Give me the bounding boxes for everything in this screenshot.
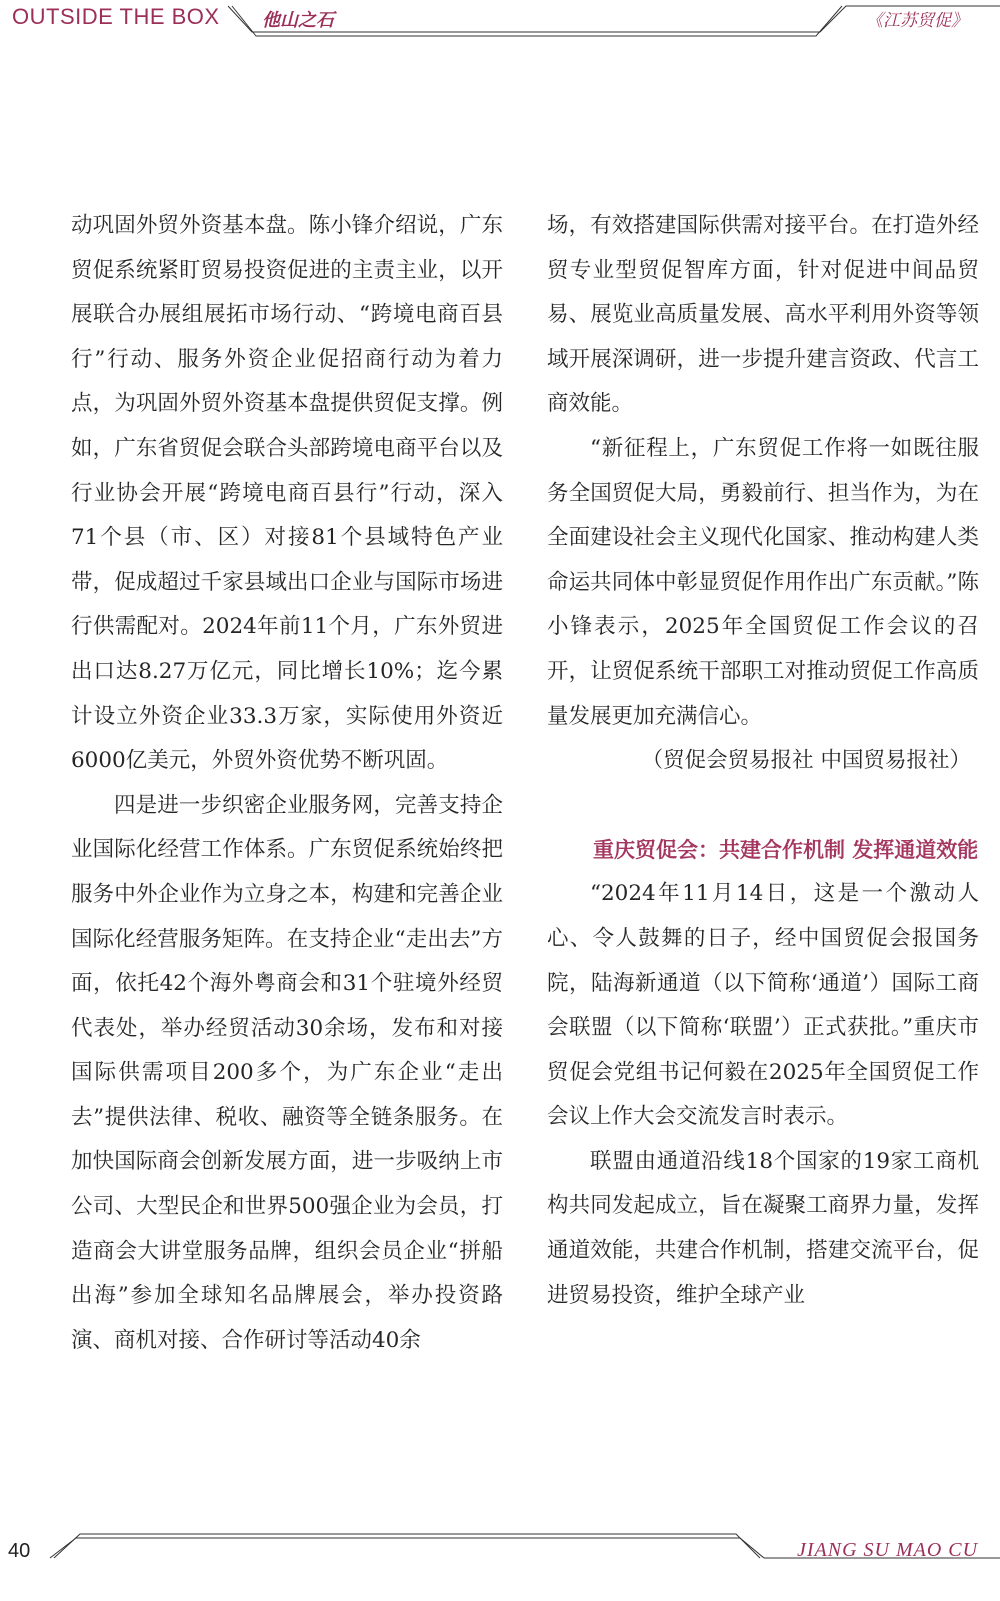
paragraph: “新征程上，广东贸促工作将一如既往服务全国贸促大局，勇毅前行、担当作为，为在全面建设社会主义现代化国家、推动构建人类命运共同体中彰显贸促作用作出广东贡献。”陈小锋表示，2025年全国贸促工作会议的召开，让贸促系统干部职工对推动贸促工作高质量发展更加充满信心。 [547,435,979,729]
column-name: 他山之石 [262,10,334,31]
section-heading: 重庆贸促会：共建合作机制 发挥通道效能 [593,837,979,862]
section-title-en: OUTSIDE THE BOX [12,4,220,29]
paragraph: 联盟由通道沿线18个国家的19家工商机构共同发起成立，旨在凝聚工商界力量，发挥通道效能，共建合作机制，搭建交流平台，促进贸易投资，维护全球产业 [547,1148,979,1308]
magazine-name-en: JIANG SU MAO CU [797,1539,979,1561]
paragraph: 动巩固外贸外资基本盘。陈小锋介绍说，广东贸促系统紧盯贸易投资促进的主责主业，以开展联合办展组展拓市场行动、“跨境电商百县行”行动、服务外资企业促招商行动为着力点，为巩固外贸外资基本盘提供贸促支撑。例如，广东省贸促会联合头部跨境电商平台以及行业协会开展“跨境电商百县行”行动，深入71个县（市、区）对接81个县域特色产业带，促成超过千家县域出口企业与国际市场进行供需配对。2024年前11个月，广东外贸进出口达8.27万亿元，同比增长10%；迄今累计设立外资企业33.3万家，实际使用外资近6000亿美元，外贸外资优势不断巩固。 [71,213,503,774]
left-column [71,204,503,1363]
source-credit: （贸促会贸易报社 中国贸易报社） [641,748,971,774]
paragraph: “2024年11月14日，这是一个激动人心、令人鼓舞的日子，经中国贸促会报国务院，陆海新通道（以下简称‘通道’）国际工商会联盟（以下简称‘联盟’）正式获批。”重庆市贸促会党组书记何毅在2025年全国贸促工作会议上作大会交流发言时表示。 [547,881,979,1130]
section-spacer [547,784,979,828]
paragraph: 场，有效搭建国际供需对接平台。在打造外经贸专业型贸促智库方面，针对促进中间品贸易、展览业高质量发展、高水平利用外资等领域开展深调研，进一步提升建言资政、代言工商效能。 [547,213,979,417]
magazine-name: 《江苏贸促》 [866,11,968,31]
paragraph: 四是进一步织密企业服务网，完善支持企业国际化经营工作体系。广东贸促系统始终把服务中外企业作为立身之本，构建和完善企业国际化经营服务矩阵。在支持企业“走出去”方面，依托42个海外粤商会和31个驻境外经贸代表处，举办经贸活动30余场，发布和对接国际供需项目200多个，为广东企业“走出去”提供法律、税收、融资等全链条服务。在加快国际商会创新发展方面，进一步吸纳上市公司、大型民企和世界500强企业为会员，打造商会大讲堂服务品牌，组织会员企业“拼船出海”参加全球知名品牌展会，举办投资路演、商机对接、合作研讨等活动40余 [71,792,503,1353]
right-column [547,204,979,1318]
page-number: 40 [8,1540,31,1562]
